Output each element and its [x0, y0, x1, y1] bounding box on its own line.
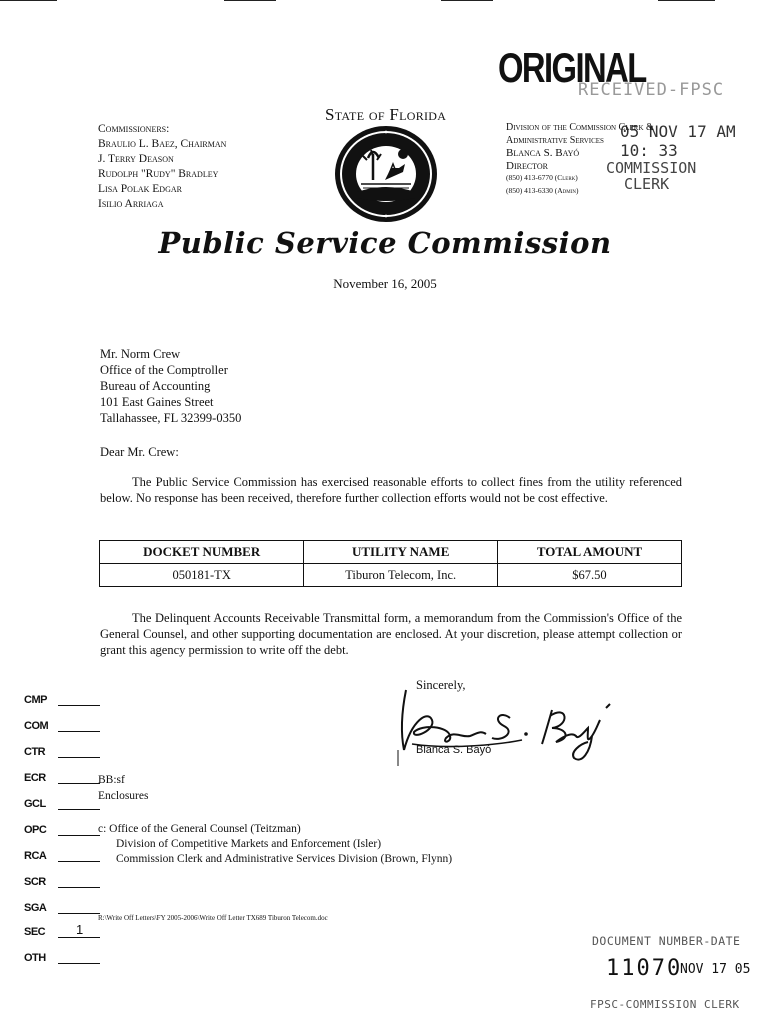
- director-name: Blanca S. Bayó: [506, 147, 580, 159]
- recipient-line: Office of the Comptroller: [100, 363, 228, 377]
- routing-blank: [58, 937, 100, 938]
- routing-row: [24, 746, 114, 764]
- table-header-row: [100, 541, 682, 564]
- routing-code: COM: [24, 720, 49, 732]
- routing-row: [24, 876, 114, 894]
- routing-blank: [58, 705, 100, 706]
- salutation: Dear Mr. Crew:: [100, 445, 179, 459]
- docket-table: [99, 540, 682, 587]
- routing-code: CMP: [24, 694, 47, 706]
- commission-stamp-line: COMMISSION: [606, 159, 697, 177]
- cc-line: c: Office of the General Counsel (Teitzman): [98, 823, 301, 835]
- document-number-label: DOCUMENT NUMBER-DATE: [592, 934, 741, 948]
- total-amount-cell: $67.50: [497, 564, 681, 587]
- column-header: UTILITY NAME: [304, 541, 498, 564]
- closing: Sincerely,: [416, 678, 466, 692]
- page-title: Public Service Commission: [158, 226, 612, 260]
- recipient-line: 101 East Gaines Street: [100, 395, 214, 409]
- routing-code: OTH: [24, 952, 46, 964]
- commissioner-name: J. Terry Deason: [98, 153, 174, 165]
- routing-row: [24, 922, 114, 944]
- column-header: DOCKET NUMBER: [100, 541, 304, 564]
- routing-blank: [58, 783, 100, 784]
- routing-code: OPC: [24, 824, 47, 836]
- commissioner-name: Lisa Polak Edgar: [98, 183, 182, 195]
- handwritten-signature: [392, 680, 632, 775]
- commissioners-heading: Commissioners:: [98, 123, 170, 135]
- carbon-copy-list: [98, 822, 452, 867]
- phone-admin: (850) 413-6330 (Admin): [506, 185, 579, 195]
- routing-code: ECR: [24, 772, 46, 784]
- state-of-florida-heading: State of Florida: [325, 105, 447, 124]
- commissioner-name: Rudolph "Rudy" Bradley: [98, 168, 219, 180]
- routing-code: CTR: [24, 746, 46, 758]
- file-path: R:\Write Off Letters\FY 2005-2006\Write Off Letter TX689 Tiburon Telecom.doc: [98, 914, 328, 922]
- document-date: NOV 17 05: [680, 962, 751, 977]
- typist-initials: BB:sf: [98, 774, 125, 786]
- division-block: [506, 122, 654, 197]
- routing-code: SEC: [24, 926, 46, 938]
- routing-blank: [58, 963, 100, 964]
- original-stamp: ORIGINAL: [498, 44, 646, 91]
- recipient-line: Mr. Norm Crew: [100, 347, 181, 361]
- cc-line: Commission Clerk and Administrative Services Division (Brown, Flynn): [116, 853, 453, 865]
- routing-blank: [58, 731, 100, 732]
- fpsc-clerk-stamp: FPSC-COMMISSION CLERK: [590, 998, 740, 1011]
- body-paragraph-1: The Public Service Commission has exercised reasonable efforts to collect fines from the utility referenced below. No response has been received, therefore further collection efforts would not be cost effective.: [100, 475, 682, 505]
- commissioner-name: Braulio L. Baez, Chairman: [98, 138, 227, 150]
- document-number: 11070: [606, 956, 683, 981]
- routing-blank: [58, 861, 100, 862]
- routing-blank: [58, 913, 100, 914]
- phone-clerk: (850) 413-6770 (Clerk): [506, 173, 578, 182]
- utility-name-cell: Tiburon Telecom, Inc.: [304, 564, 498, 587]
- routing-blank: [58, 835, 100, 836]
- routing-mark: 1: [76, 922, 84, 937]
- top-edge-line: [0, 0, 57, 1]
- division-subname: Administrative Services: [506, 134, 604, 146]
- body-paragraph-2: The Delinquent Accounts Receivable Transmittal form, a memorandum from the Commission's Office of the General Counsel, and other supporting documentation are enclosed. At your discretion, please attempt collection or grant this agency permission to write off the debt.: [100, 611, 682, 657]
- routing-row: [24, 952, 114, 970]
- time-stamp: 05 NOV 17 AM 10: 33: [620, 122, 736, 160]
- top-edge-line: [224, 0, 276, 1]
- recipient-address: [100, 346, 241, 426]
- signer-name: Blanca S. Bayó: [416, 744, 492, 756]
- clerk-stamp-line: CLERK: [624, 175, 670, 193]
- table-row: [100, 564, 682, 587]
- recipient-line: Tallahassee, FL 32399-0350: [100, 411, 242, 425]
- received-stamp: RECEIVED-FPSC: [578, 80, 725, 100]
- director-title: Director: [506, 159, 549, 172]
- routing-blank: [58, 809, 100, 810]
- recipient-line: Bureau of Accounting: [100, 379, 211, 393]
- top-edge-line: [441, 0, 493, 1]
- docket-number-cell: 050181-TX: [100, 564, 304, 587]
- routing-blank: [58, 887, 100, 888]
- column-header: TOTAL AMOUNT: [497, 541, 681, 564]
- routing-row: [24, 720, 114, 738]
- routing-code: RCA: [24, 850, 47, 862]
- cc-line: Division of Competitive Markets and Enforcement (Isler): [116, 838, 382, 850]
- routing-row: [24, 694, 114, 712]
- routing-code: SCR: [24, 876, 46, 888]
- routing-code: GCL: [24, 798, 46, 810]
- letter-date: November 16, 2005: [333, 276, 437, 291]
- routing-code: SGA: [24, 902, 47, 914]
- florida-state-seal: [333, 124, 439, 229]
- commissioners-list: [98, 122, 226, 212]
- division-name: Division of the Commission Clerk &: [506, 122, 654, 133]
- routing-blank: [58, 757, 100, 758]
- enclosures-note: Enclosures: [98, 790, 149, 802]
- commissioner-name: Isilio Arriaga: [98, 198, 164, 210]
- top-edge-line: [658, 0, 715, 1]
